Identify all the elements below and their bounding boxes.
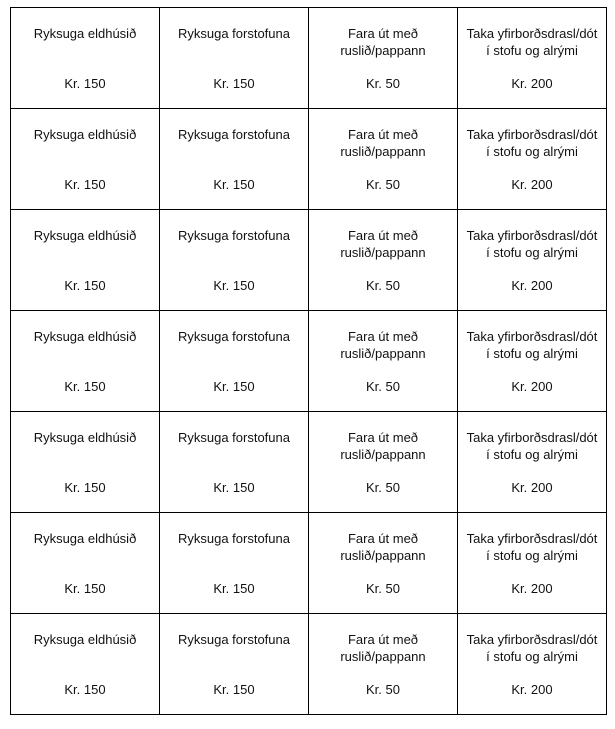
chore-task: Fara út með ruslið/pappann (340, 26, 426, 58)
chore-task: Taka yfirborðsdrasl/dót í stofu og alrými (466, 531, 598, 563)
chore-row-5 (11, 412, 607, 513)
chore-task: Ryksuga forstofuna (177, 632, 290, 647)
chore-card (458, 8, 607, 109)
chore-price: Kr. 200 (511, 581, 553, 596)
chore-price: Kr. 50 (366, 480, 400, 495)
chore-price: Kr. 150 (64, 581, 106, 596)
chore-task: Fara út með ruslið/pappann (340, 430, 426, 462)
chore-price: Kr. 150 (213, 581, 255, 596)
chore-price: Kr. 150 (213, 379, 255, 394)
chore-card (160, 8, 309, 109)
chore-task: Ryksuga eldhúsið (33, 26, 137, 41)
chore-card (160, 109, 309, 210)
chore-price: Kr. 50 (366, 379, 400, 394)
chore-price: Kr. 200 (511, 480, 553, 495)
chore-card (11, 8, 160, 109)
chore-task: Taka yfirborðsdrasl/dót í stofu og alrými (466, 228, 598, 260)
chore-task: Taka yfirborðsdrasl/dót í stofu og alrými (466, 26, 598, 58)
chore-task: Taka yfirborðsdrasl/dót í stofu og alrými (466, 329, 598, 361)
chore-task: Taka yfirborðsdrasl/dót í stofu og alrými (466, 430, 598, 462)
chore-price: Kr. 150 (213, 177, 255, 192)
chore-task: Fara út með ruslið/pappann (340, 228, 426, 260)
chore-card (11, 513, 160, 614)
chore-card (160, 614, 309, 715)
chore-card (11, 614, 160, 715)
chore-card (11, 412, 160, 513)
chore-price: Kr. 200 (511, 76, 553, 91)
chore-task: Ryksuga eldhúsið (33, 430, 137, 445)
chore-task: Ryksuga forstofuna (177, 127, 290, 142)
chore-price: Kr. 50 (366, 76, 400, 91)
chore-task: Fara út með ruslið/pappann (340, 531, 426, 563)
chore-price: Kr. 50 (366, 682, 400, 697)
chore-task: Ryksuga eldhúsið (33, 228, 137, 243)
chore-card (458, 614, 607, 715)
chore-task: Ryksuga forstofuna (177, 329, 290, 344)
chore-price: Kr. 50 (366, 581, 400, 596)
chore-card-table (10, 7, 607, 715)
chore-task: Ryksuga forstofuna (177, 26, 290, 41)
chore-card (309, 412, 458, 513)
chore-task: Ryksuga forstofuna (177, 228, 290, 243)
chore-card-table-body (11, 8, 607, 715)
chore-task: Fara út með ruslið/pappann (340, 329, 426, 361)
chore-card (11, 311, 160, 412)
chore-price: Kr. 200 (511, 682, 553, 697)
chore-price: Kr. 150 (64, 76, 106, 91)
chore-card (309, 614, 458, 715)
chore-price: Kr. 200 (511, 177, 553, 192)
chore-row-3 (11, 210, 607, 311)
chore-price: Kr. 150 (64, 682, 106, 697)
chore-price: Kr. 50 (366, 177, 400, 192)
chore-task: Taka yfirborðsdrasl/dót í stofu og alrými (466, 632, 598, 664)
chore-row-7 (11, 614, 607, 715)
chore-card-sheet (10, 7, 607, 715)
chore-card (458, 210, 607, 311)
chore-price: Kr. 150 (64, 278, 106, 293)
chore-price: Kr. 150 (64, 480, 106, 495)
chore-task: Ryksuga eldhúsið (33, 329, 137, 344)
chore-card (309, 109, 458, 210)
chore-task: Taka yfirborðsdrasl/dót í stofu og alrými (466, 127, 598, 159)
chore-card (160, 311, 309, 412)
chore-price: Kr. 200 (511, 278, 553, 293)
chore-card (309, 513, 458, 614)
chore-card (458, 311, 607, 412)
chore-card (458, 412, 607, 513)
chore-task: Ryksuga forstofuna (177, 430, 290, 445)
chore-row-6 (11, 513, 607, 614)
chore-price: Kr. 200 (511, 379, 553, 394)
chore-card (11, 109, 160, 210)
chore-card (11, 210, 160, 311)
chore-price: Kr. 50 (366, 278, 400, 293)
chore-card (309, 210, 458, 311)
chore-price: Kr. 150 (213, 278, 255, 293)
chore-price: Kr. 150 (213, 76, 255, 91)
chore-card (160, 210, 309, 311)
chore-task: Ryksuga eldhúsið (33, 531, 137, 546)
chore-card (309, 8, 458, 109)
chore-price: Kr. 150 (64, 177, 106, 192)
chore-card (458, 513, 607, 614)
chore-row-2 (11, 109, 607, 210)
chore-task: Fara út með ruslið/pappann (340, 632, 426, 664)
chore-task: Ryksuga eldhúsið (33, 127, 137, 142)
chore-row-1 (11, 8, 607, 109)
chore-card (160, 412, 309, 513)
chore-task: Fara út með ruslið/pappann (340, 127, 426, 159)
chore-task: Ryksuga eldhúsið (33, 632, 137, 647)
chore-card (309, 311, 458, 412)
chore-price: Kr. 150 (213, 682, 255, 697)
chore-price: Kr. 150 (64, 379, 106, 394)
chore-task: Ryksuga forstofuna (177, 531, 290, 546)
chore-card (160, 513, 309, 614)
chore-price: Kr. 150 (213, 480, 255, 495)
chore-card (458, 109, 607, 210)
chore-row-4 (11, 311, 607, 412)
